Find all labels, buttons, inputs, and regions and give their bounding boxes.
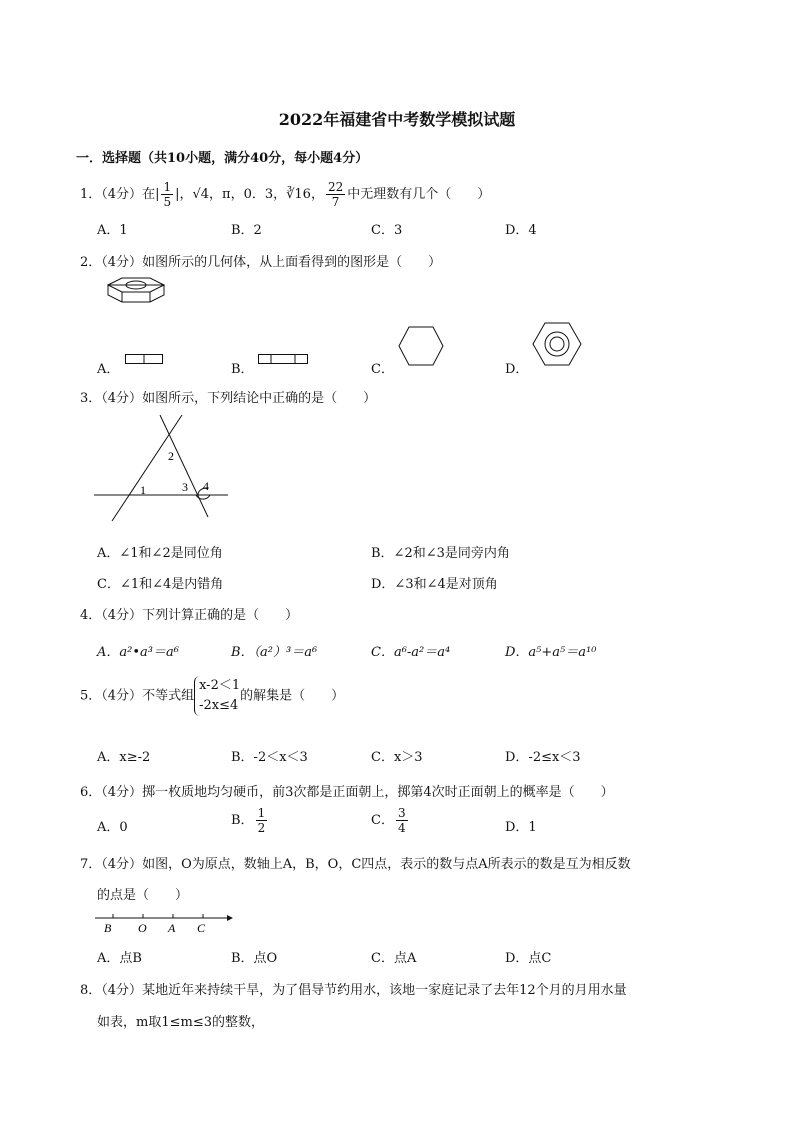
question-text: 中无理数有几个（ ） — [347, 187, 491, 202]
question-text: 如图，O为原点，数轴上A，B，O，C四点，表示的数与点A所表示的数是互为相反数 — [142, 857, 631, 872]
question-score: （4分） — [101, 255, 143, 270]
question-text: 的解集是（ ） — [240, 688, 345, 704]
option-a: A． — [97, 362, 120, 377]
option-c: C．x＞3 — [371, 750, 423, 765]
question-text: 在| — [142, 187, 160, 202]
option-c: C． $\frac{3}{4}$ — [371, 806, 406, 835]
option-a: A．a²•a³＝a⁶ — [97, 645, 179, 660]
option-d: D．a⁵+a⁵＝a¹⁰ — [505, 645, 597, 660]
angles-figure — [94, 413, 234, 525]
question-number: 5． — [80, 688, 102, 704]
option-b: B．（a²）³＝a⁶ — [231, 645, 318, 660]
question-number: 2． — [80, 255, 102, 270]
question-score: （4分） — [101, 187, 143, 202]
axis-label-b: B — [104, 921, 112, 935]
question-text: 如图所示，下列结论中正确的是（ ） — [142, 391, 377, 406]
question-number: 6． — [80, 785, 102, 800]
question-8-cont: 如表，m取1≤m≤3的整数， — [97, 1015, 264, 1030]
question-2 — [80, 251, 441, 270]
page-title: 2022年福建省中考数学模拟试题 — [278, 110, 516, 129]
option-a: A．0 — [97, 820, 128, 835]
question-number: 4． — [80, 608, 102, 623]
option-b: B．点O — [231, 951, 278, 966]
option-c: C．∠1和∠4是内错角 — [97, 577, 224, 592]
fraction-1-5: $\frac{1}{5}$ — [163, 180, 172, 209]
option-b: B．∠2和∠3是同旁内角 — [371, 546, 510, 561]
option-d-figure — [531, 320, 583, 368]
question-number: 3． — [80, 391, 102, 406]
axis-label-o: O — [138, 921, 147, 935]
question-number: 1． — [80, 187, 102, 202]
fraction-1-2: $\frac{1}{2}$ — [257, 806, 266, 835]
question-score: （4分） — [101, 857, 143, 872]
option-b: B．2 — [231, 223, 262, 238]
fraction-22-7: $\frac{22}{7}$ — [327, 180, 344, 209]
question-8 — [80, 979, 627, 998]
option-d: D．4 — [505, 223, 537, 238]
axis-label-a: A — [168, 921, 176, 935]
option-a-figure — [125, 354, 165, 366]
question-text: 某地近年来持续干旱，为了倡导节约用水，该地一家庭记录了去年12个月的月用水量 — [142, 983, 627, 998]
option-d: D． — [505, 362, 529, 377]
question-score: （4分） — [101, 391, 143, 406]
option-b: B． — [231, 362, 254, 377]
option-b-figure — [258, 354, 310, 366]
question-score: （4分） — [101, 983, 143, 998]
question-7-cont: 的点是（ ） — [97, 888, 189, 903]
option-b: B．-2＜x＜3 — [231, 750, 308, 765]
option-d: D．∠3和∠4是对顶角 — [371, 577, 498, 592]
question-3 — [80, 387, 376, 406]
inequality-system — [194, 676, 240, 716]
option-c-figure — [397, 325, 445, 369]
option-c: C． — [371, 362, 394, 377]
question-text: |，√4，π，0．3，∛16， — [175, 187, 324, 202]
hex-nut-figure — [100, 275, 170, 315]
question-text: 不等式组 — [142, 688, 195, 704]
option-c: C．点A — [371, 951, 417, 966]
number-line-figure — [95, 912, 235, 936]
question-text: 掷一枚质地均匀硬币，前3次都是正面朝上，掷第4次时正面朝上的概率是（ ） — [142, 785, 614, 800]
option-a: A．x≥-2 — [97, 750, 151, 765]
question-score: （4分） — [101, 608, 143, 623]
option-d: D．点C — [505, 951, 552, 966]
option-c: C．3 — [371, 223, 403, 238]
option-b: B． $\frac{1}{2}$ — [231, 806, 266, 835]
angle-label-1: 1 — [140, 483, 146, 497]
option-d: D．1 — [505, 820, 537, 835]
option-a: A．∠1和∠2是同位角 — [97, 546, 223, 561]
section-heading: 一．选择题（共10小题，满分40分，每小题4分） — [76, 151, 369, 166]
option-a: A．点B — [97, 951, 142, 966]
question-text: 下列计算正确的是（ ） — [142, 608, 299, 623]
question-number: 7． — [80, 857, 102, 872]
question-score: （4分） — [101, 785, 143, 800]
angle-label-4: 4 — [203, 479, 209, 493]
angle-label-2: 2 — [168, 449, 174, 463]
question-7 — [80, 853, 631, 872]
inequality-2: -2x≤4 — [199, 698, 239, 713]
question-6 — [80, 781, 614, 800]
question-1 — [80, 180, 490, 209]
question-number: 8． — [80, 983, 102, 998]
option-d: D．-2≤x＜3 — [505, 750, 581, 765]
question-score: （4分） — [101, 688, 143, 704]
inequality-1: x-2＜1 — [199, 678, 241, 693]
fraction-3-4: $\frac{3}{4}$ — [397, 806, 406, 835]
option-a: A．1 — [97, 223, 128, 238]
angle-label-3: 3 — [182, 480, 188, 494]
question-4 — [80, 604, 298, 623]
option-c: C．a⁶-a²＝a⁴ — [371, 645, 451, 660]
question-5 — [80, 676, 344, 716]
axis-label-c: C — [197, 921, 206, 935]
question-text: 如图所示的几何体，从上面看得到的图形是（ ） — [142, 255, 442, 270]
